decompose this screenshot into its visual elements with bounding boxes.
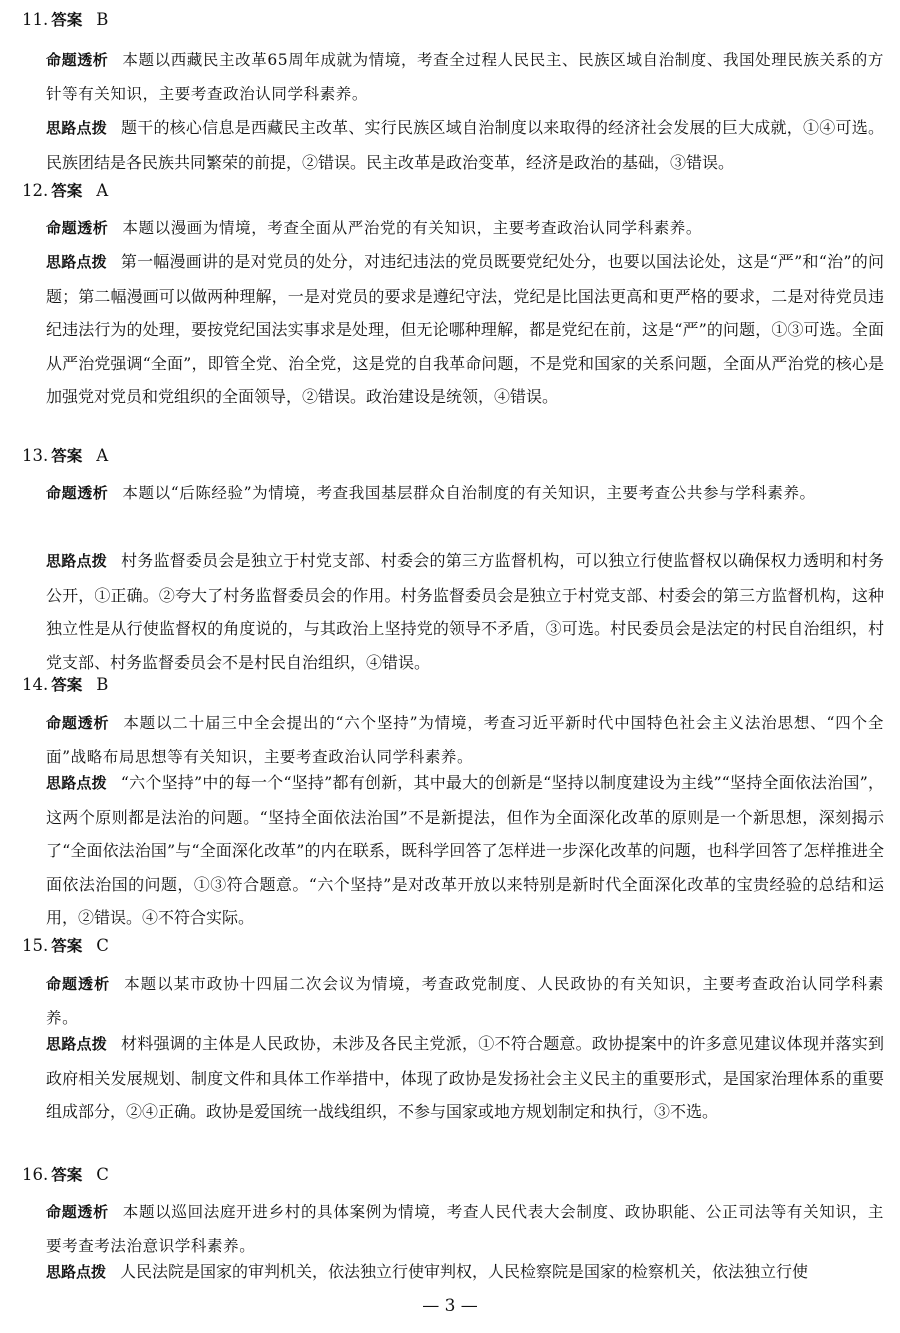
reasoning-label: 思路点拨 (46, 119, 107, 137)
reasoning-label: 思路点拨 (46, 1035, 107, 1053)
reasoning-text: 第一幅漫画讲的是对党员的处分，对违纪违法的党员既要党纪处分，也要以国法论处，这是“严”和“治”的问题；第二幅漫画可以做两种理解，一是对党员的要求是遵纪守法，党纪是比国法更高和更严格的要求，二是对待党员违纪违法行为的处理，要按党纪国法实事求是处理，但无论哪种理解，都是党纪在前，这是“严”的问题，①③可选。全面从严治党强调“全面”，即管全党、治全党，这是党的自我革命问题，不是党和国家的关系问题，全面从严治党的核心是加强党对党员和党组织的全面领导，②错误。政治建设是统领，④错误。 (46, 252, 884, 406)
answer-line (22, 674, 108, 696)
analysis-text: 本题以西藏民主改革65周年成就为情境，考查全过程人民民主、民族区域自治制度、我国处理民族关系的方针等有关知识，主要考查政治认同学科素养。 (46, 51, 884, 103)
answer-value: A (96, 181, 109, 200)
reasoning-paragraph (46, 544, 884, 679)
answer-label: 答案 (51, 937, 83, 955)
analysis-label: 命题透析 (46, 714, 110, 732)
analysis-label: 命题透析 (46, 484, 109, 502)
answer-label: 答案 (51, 676, 83, 694)
answer-line (22, 180, 108, 202)
answer-value: C (96, 1165, 109, 1184)
analysis-label: 命题透析 (46, 219, 109, 237)
reasoning-paragraph (46, 766, 884, 935)
answer-value: C (96, 936, 109, 955)
analysis-label: 命题透析 (46, 1203, 109, 1221)
answer-value: B (96, 10, 109, 29)
question-number: 11. (22, 10, 49, 29)
reasoning-paragraph (46, 1255, 884, 1290)
answer-label: 答案 (51, 182, 83, 200)
answer-label: 答案 (51, 447, 83, 465)
analysis-paragraph (46, 1196, 884, 1263)
reasoning-text: 人民法院是国家的审判机关，依法独立行使审判权，人民检察院是国家的检察机关，依法独立行使 (120, 1262, 809, 1281)
answer-value: A (96, 446, 109, 465)
analysis-paragraph (46, 707, 884, 774)
question-number: 15. (22, 936, 49, 955)
answer-line (22, 9, 108, 31)
reasoning-label: 思路点拨 (46, 253, 107, 271)
question-number: 13. (22, 446, 49, 465)
question-number: 14. (22, 675, 49, 694)
reasoning-label: 思路点拨 (46, 774, 107, 792)
reasoning-text: “六个坚持”中的每一个“坚持”都有创新，其中最大的创新是“坚持以制度建设为主线”“坚持全面依法治国”，这两个原则都是法治的问题。“坚持全面依法治国”不是新提法，但作为全面深化改革的原则是一个新思想，深刻揭示了“全面依法治国”与“全面深化改革”的内在联系，既科学回答了怎样进一步深化改革的问题，也科学回答了怎样推进全面依法治国的问题，①③符合题意。“六个坚持”是对改革开放以来特别是新时代全面深化改革的宝贵经验的总结和运用，②错误。④不符合实际。 (46, 773, 884, 927)
answer-label: 答案 (51, 11, 83, 29)
reasoning-paragraph (46, 111, 884, 179)
reasoning-text: 村务监督委员会是独立于村党支部、村委会的第三方监督机构，可以独立行使监督权以确保权力透明和村务公开，①正确。②夸大了村务监督委员会的作用。村务监督委员会是独立于村党支部、村委会的第三方监督机构，这种独立性是从行使监督权的角度说的，与其政治上坚持党的领导不矛盾，③可选。村民委员会是法定的村民自治组织，村党支部、村务监督委员会不是村民自治组织，④错误。 (46, 551, 884, 672)
reasoning-text: 材料强调的主体是人民政协，未涉及各民主党派，①不符合题意。政协提案中的许多意见建议体现并落实到政府相关发展规划、制度文件和具体工作举措中，体现了政协是发扬社会主义民主的重要形式，是国家治理体系的重要组成部分，②④正确。政协是爱国统一战线组织，不参与国家或地方规划制定和执行，③不选。 (46, 1034, 884, 1121)
reasoning-paragraph (46, 245, 884, 414)
answer-line (22, 445, 108, 467)
analysis-paragraph (46, 44, 884, 111)
page-number: — 3 — (422, 1296, 478, 1316)
analysis-text: 本题以巡回法庭开进乡村的具体案例为情境，考查人民代表大会制度、政协职能、公正司法等有关知识，主要考查考法治意识学科素养。 (46, 1203, 884, 1255)
reasoning-paragraph (46, 1027, 884, 1129)
answer-label: 答案 (51, 1166, 83, 1184)
analysis-text: 本题以二十届三中全会提出的“六个坚持”为情境，考查习近平新时代中国特色社会主义法治思想、“四个全面”战略布局思想等有关知识，主要考查政治认同学科素养。 (46, 714, 885, 766)
answer-line (22, 1164, 109, 1186)
analysis-paragraph (46, 212, 884, 246)
analysis-text: 本题以“后陈经验”为情境，考查我国基层群众自治制度的有关知识，主要考查公共参与学科素养。 (122, 484, 816, 502)
question-number: 12. (22, 181, 49, 200)
reasoning-label: 思路点拨 (46, 552, 107, 570)
analysis-label: 命题透析 (46, 51, 109, 69)
analysis-text: 本题以漫画为情境，考查全面从严治党的有关知识，主要考查政治认同学科素养。 (122, 219, 703, 237)
analysis-paragraph (46, 968, 884, 1035)
answer-value: B (96, 675, 109, 694)
analysis-text: 本题以某市政协十四届二次会议为情境，考查政党制度、人民政协的有关知识，主要考查政治认同学科素养。 (46, 975, 884, 1027)
analysis-label: 命题透析 (46, 975, 111, 993)
question-number: 16. (22, 1165, 49, 1184)
reasoning-label: 思路点拨 (46, 1263, 107, 1281)
reasoning-text: 题干的核心信息是西藏民主改革、实行民族区域自治制度以来取得的经济社会发展的巨大成就，①④可选。民族团结是各民族共同繁荣的前提，②错误。民主改革是政治变革，经济是政治的基础，③错误。 (46, 118, 884, 172)
answer-line (22, 935, 109, 957)
analysis-paragraph (46, 477, 884, 511)
